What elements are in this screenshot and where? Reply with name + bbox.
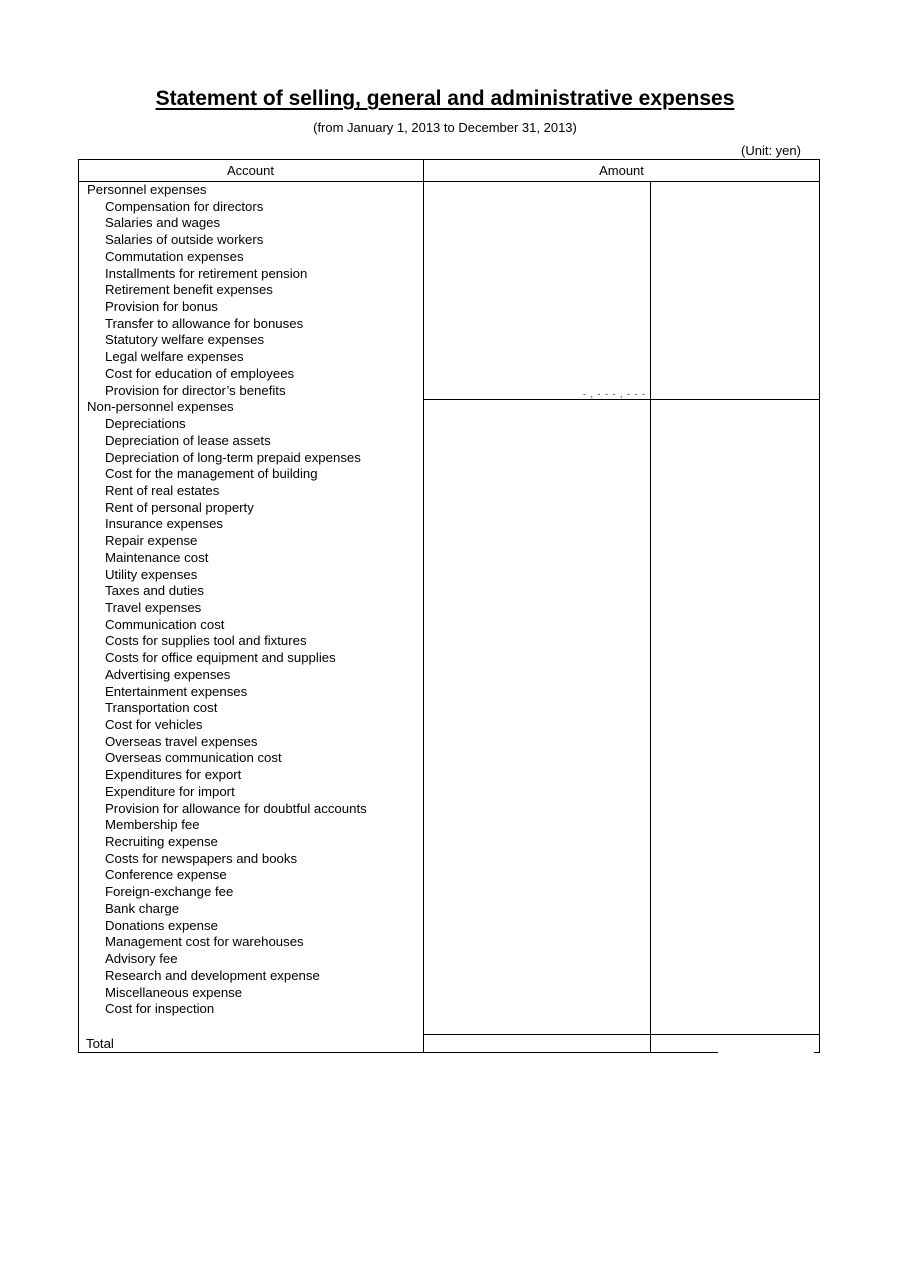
section-row: Non-personnel expenses [87,399,234,415]
column-header-amount: Amount [599,163,644,178]
account-row: Provision for allowance for doubtful accounts [105,800,367,816]
account-row: Cost for education of employees [105,365,295,381]
account-row: Entertainment expenses [105,683,248,699]
account-row: Provision for bonus [105,299,218,315]
account-row: Depreciation of lease assets [105,432,271,448]
document-title: Statement of selling, general and administrative expenses [155,87,735,110]
total-label: Total [86,1036,114,1051]
column-header-account: Account [227,163,274,178]
account-row: Compensation for directors [105,198,264,214]
account-row: Taxes and duties [105,583,204,599]
account-row: Overseas travel expenses [105,733,258,749]
account-row: Costs for office equipment and supplies [105,650,336,666]
unit-label: (Unit: yen) [741,143,801,158]
account-row: Provision for director’s benefits [105,382,286,398]
account-row: Advisory fee [105,951,178,967]
account-row: Legal welfare expenses [105,349,244,365]
account-row: Depreciations [105,416,186,432]
account-row: Commutation expenses [105,248,244,264]
account-row: Communication cost [105,616,225,632]
account-row: Depreciation of long-term prepaid expenses [105,449,361,465]
account-row: Expenditures for export [105,767,242,783]
account-row: Foreign-exchange fee [105,884,234,900]
account-row: Management cost for warehouses [105,934,304,950]
account-row: Retirement benefit expenses [105,282,273,298]
account-row: Research and development expense [105,967,320,983]
account-row: Repair expense [105,533,198,549]
document-period: (from January 1, 2013 to December 31, 2013) [313,120,577,135]
account-row: Cost for the management of building [105,466,318,482]
account-row: Costs for newspapers and books [105,850,298,866]
border-gap [718,1051,814,1055]
account-row: Costs for supplies tool and fixtures [105,633,307,649]
account-row: Rent of real estates [105,482,220,498]
account-row: Recruiting expense [105,834,218,850]
account-row: Cost for inspection [105,1001,215,1017]
redaction-smudge: - , - - - , - - - [583,389,646,399]
total-rule [423,1034,820,1035]
account-rows [78,182,423,1018]
section-row: Personnel expenses [87,182,207,197]
account-row: Insurance expenses [105,516,224,532]
account-row: Rent of personal property [105,499,254,515]
account-row: Conference expense [105,867,227,883]
account-row: Transfer to allowance for bonuses [105,315,304,331]
account-row: Bank charge [105,900,180,916]
account-row: Salaries and wages [105,215,221,231]
account-row: Installments for retirement pension [105,265,308,281]
account-row: Transportation cost [105,700,218,716]
account-row: Utility expenses [105,566,198,582]
divider-amount-subcolumns [650,181,651,1053]
account-row: Donations expense [105,917,218,933]
account-row: Miscellaneous expense [105,984,243,1000]
account-row: Salaries of outside workers [105,232,264,248]
account-row: Expenditure for import [105,783,235,799]
account-row: Travel expenses [105,599,202,615]
account-row: Cost for vehicles [105,717,203,732]
account-row: Advertising expenses [105,666,231,682]
account-row: Statutory welfare expenses [105,332,265,348]
account-row: Overseas communication cost [105,750,282,766]
divider-account-amount [423,159,424,1053]
account-row: Maintenance cost [105,549,209,565]
account-row: Membership fee [105,817,200,833]
personnel-section-rule [423,399,820,400]
